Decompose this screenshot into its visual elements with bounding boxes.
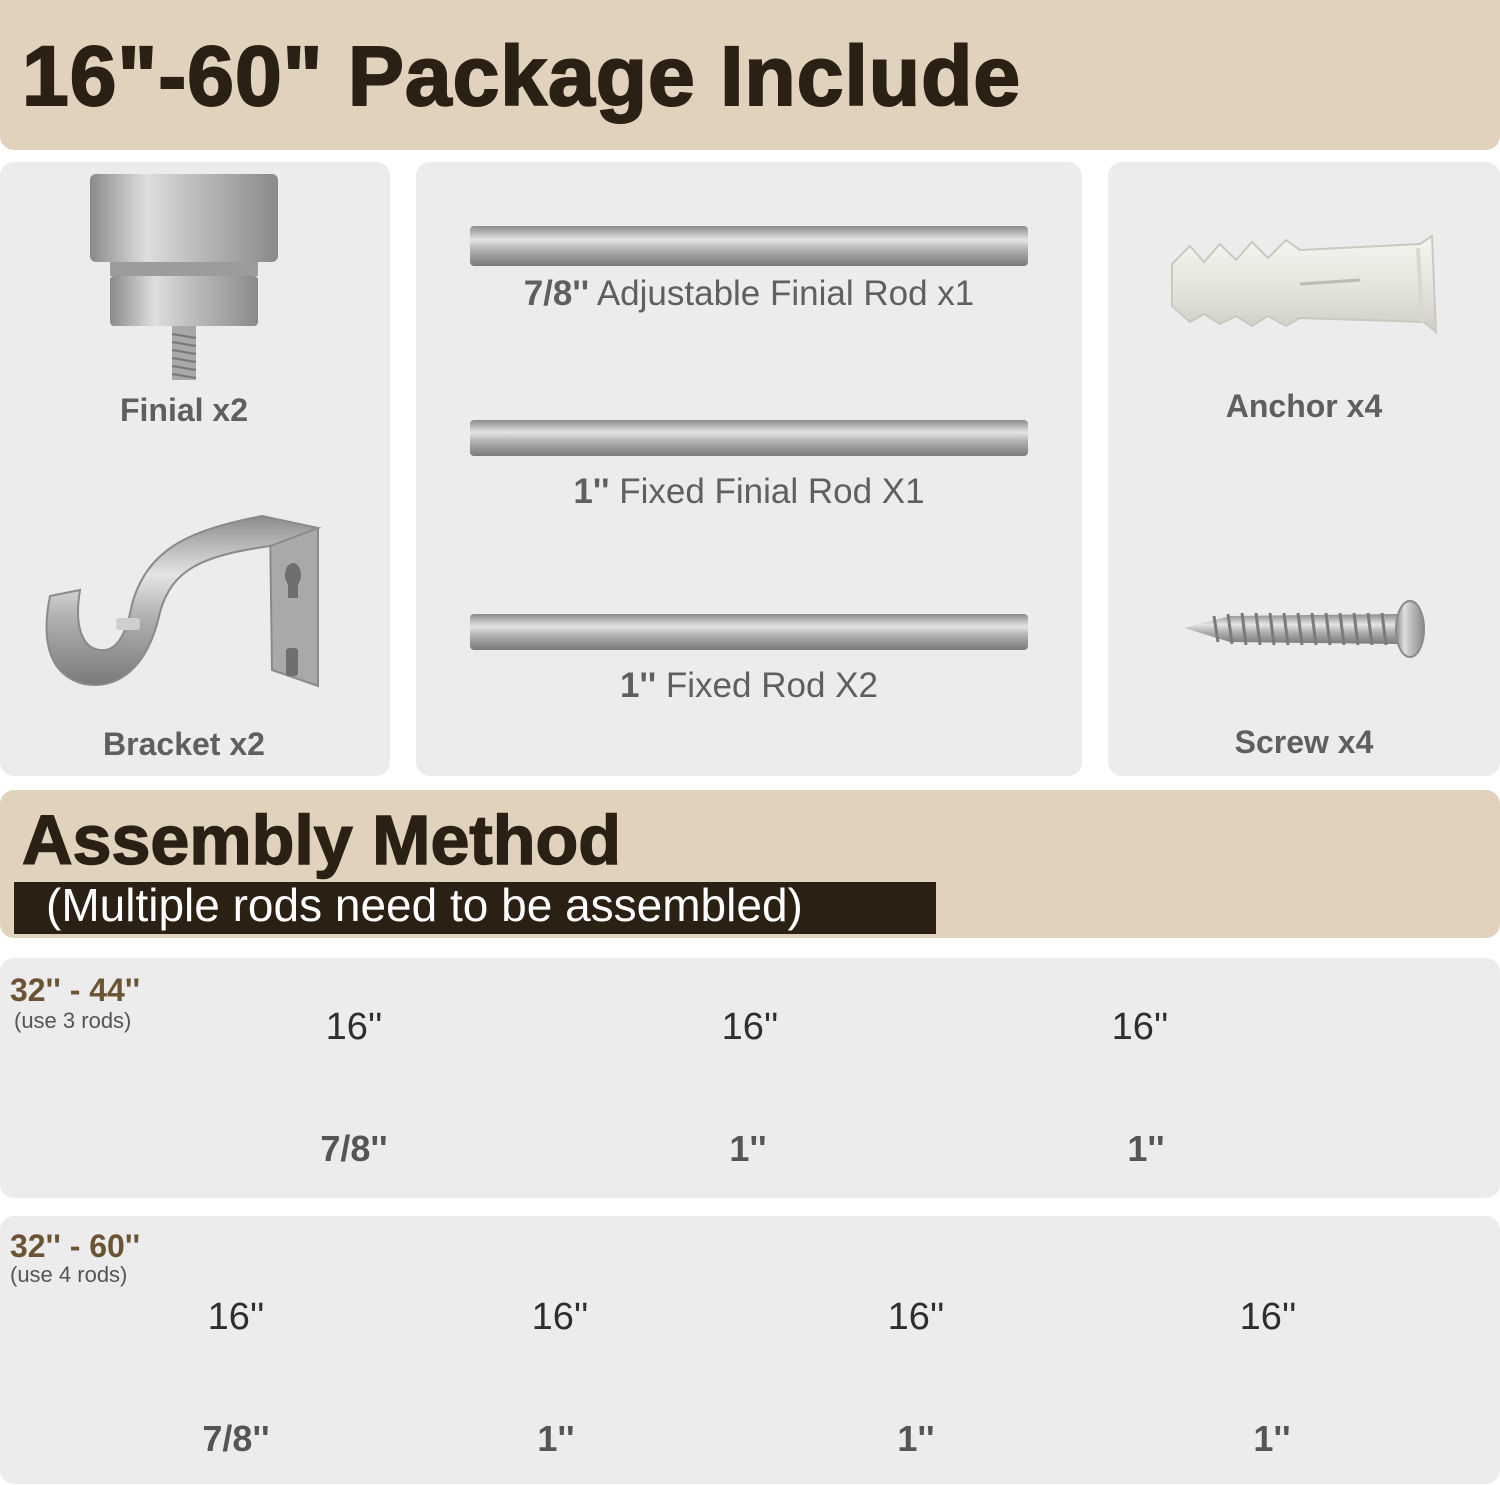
config1-length-2: 16'' [721,1006,779,1048]
bracket-icon [47,516,318,686]
assembly-subtitle: (Multiple rods need to be assembled) [46,879,803,931]
screw-label: Screw x4 [1234,724,1374,760]
rod-label-fixed-finial: 1'' Fixed Finial Rod X1 [573,472,925,511]
config2-diameter-4: 1'' [1253,1418,1291,1459]
fixed-finial-rod-icon [470,420,1028,456]
config1-diameter-3: 1'' [1127,1128,1165,1169]
config2-length-3: 16'' [887,1296,945,1338]
anchor-icon [1172,236,1436,332]
rod-label-adjustable: 7/8'' Adjustable Finial Rod x1 [523,274,975,313]
config2-diameter-2: 1'' [537,1418,575,1459]
config2-diameter-1: 7/8'' [202,1418,270,1459]
fixed-rod-icon [470,614,1028,650]
rod-label-fixed: 1'' Fixed Rod X2 [620,666,878,705]
bracket-label: Bracket x2 [103,726,265,762]
assembly-title: Assembly Method [22,801,621,879]
finial-label: Finial x2 [119,392,249,428]
config2-length-2: 16'' [531,1296,589,1338]
config1-range: 32'' - 44'' [10,972,141,1008]
anchor-label: Anchor x4 [1225,388,1383,424]
screw-icon [1184,601,1424,657]
finial-icon [90,174,278,380]
config1-length-1: 16'' [325,1006,383,1048]
config1-diameter-1: 7/8'' [320,1128,388,1169]
config2-length-4: 16'' [1239,1296,1297,1338]
config1-note: (use 3 rods) [14,1008,132,1033]
adjustable-rod-icon [470,226,1028,266]
config2-diameter-3: 1'' [897,1418,935,1459]
config2-note: (use 4 rods) [10,1262,128,1287]
config2-range: 32'' - 60'' [10,1228,141,1264]
config1-diameter-2: 1'' [729,1128,767,1169]
page-title: 16"-60" Package Include [22,29,1022,123]
config2-length-1: 16'' [207,1296,265,1338]
config1-length-3: 16'' [1111,1006,1169,1048]
